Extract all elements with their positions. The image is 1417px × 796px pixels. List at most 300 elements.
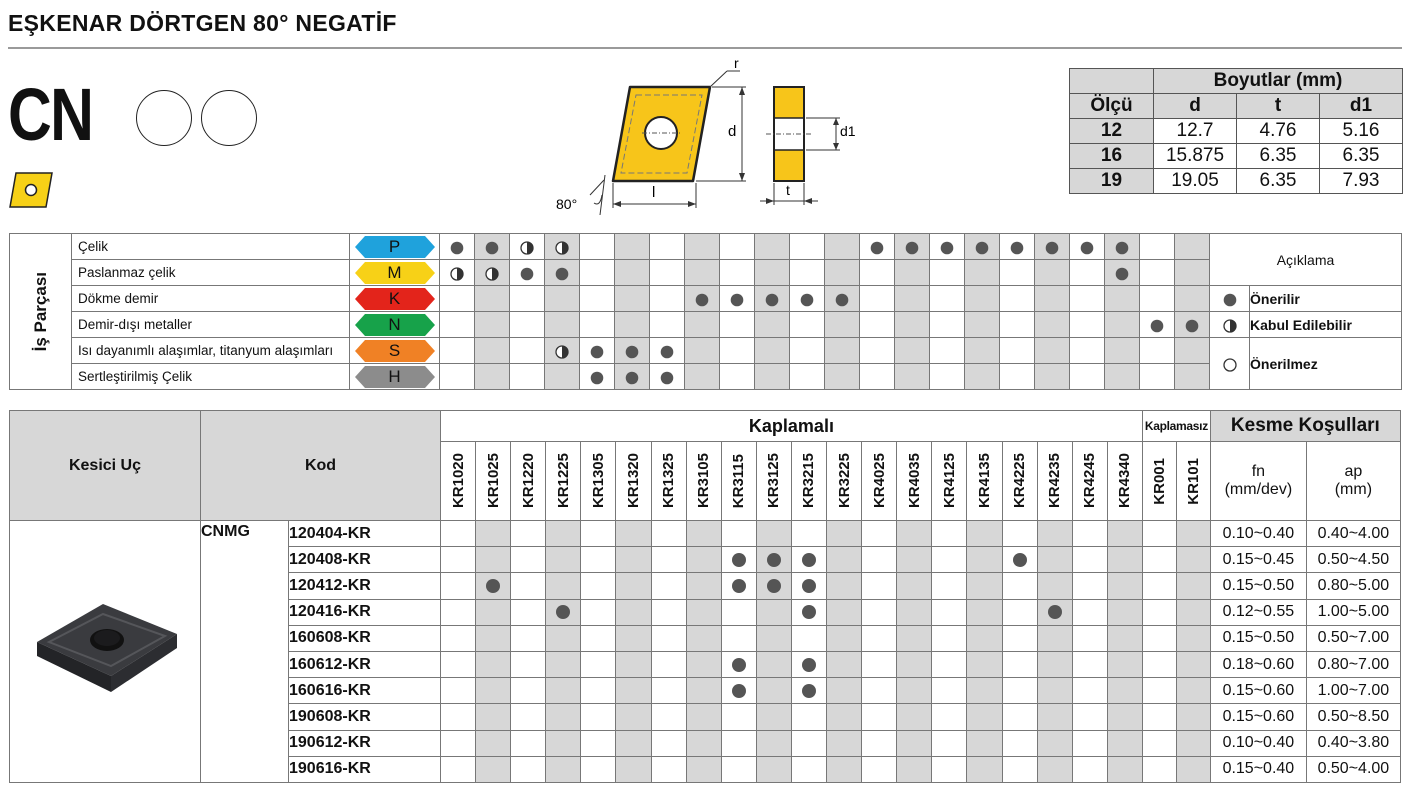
grade-name: KR4025 — [870, 453, 888, 509]
grade-cell — [897, 599, 932, 625]
grade-cell — [1142, 547, 1176, 573]
grade-cell — [1072, 625, 1107, 651]
recommended-dot-icon — [545, 260, 580, 286]
matrix-cell — [1105, 338, 1140, 364]
grade-cell — [1107, 704, 1142, 730]
page-title: EŞKENAR DÖRTGEN 80° NEGATİF — [8, 10, 397, 36]
matrix-cell — [1070, 338, 1105, 364]
grade-cell — [897, 704, 932, 730]
material-row — [10, 260, 1402, 286]
recommended-dot-icon — [790, 286, 825, 312]
grade-cell — [1072, 521, 1107, 547]
iso-group-tag — [355, 288, 435, 310]
grade-cell — [686, 678, 721, 704]
available-dot-icon — [721, 678, 756, 704]
available-dot-icon — [756, 573, 791, 599]
rhombic-insert-icon — [8, 170, 54, 210]
iso-tag-cell — [350, 312, 440, 338]
legend-title: Açıklama — [1210, 234, 1402, 286]
matrix-cell — [1070, 286, 1105, 312]
matrix-cell — [895, 312, 930, 338]
matrix-cell — [685, 338, 720, 364]
matrix-cell — [790, 234, 825, 260]
grade-cell — [1176, 651, 1210, 677]
ap-unit: (mm) — [1334, 481, 1373, 498]
matrix-cell — [650, 312, 685, 338]
grade-cell — [756, 678, 791, 704]
grade-header — [546, 442, 581, 521]
grade-cell — [827, 756, 862, 782]
grade-cell — [791, 704, 826, 730]
clearance-circle-icon — [201, 90, 257, 146]
grade-header — [862, 442, 897, 521]
grade-cell — [651, 651, 686, 677]
grade-cell — [1176, 573, 1210, 599]
grade-cell — [651, 678, 686, 704]
conditions-header: Kesme Koşulları — [1210, 411, 1400, 442]
grade-cell — [476, 547, 511, 573]
ap-header — [1306, 442, 1400, 521]
matrix-cell — [440, 312, 475, 338]
grade-cell — [721, 730, 756, 756]
grade-cell — [651, 704, 686, 730]
grade-cell — [827, 521, 862, 547]
fn-value: 0.15~0.40 — [1210, 756, 1306, 782]
grade-cell — [616, 678, 651, 704]
coated-header: Kaplamalı — [441, 411, 1143, 442]
recommended-dot-icon — [825, 286, 860, 312]
uncoated-header: Kaplamasız — [1142, 411, 1210, 442]
grade-cell — [581, 651, 616, 677]
grade-header — [791, 442, 826, 521]
grade-cell — [1176, 521, 1210, 547]
fn-unit: (mm/dev) — [1224, 481, 1293, 498]
col-size: Ölçü — [1070, 94, 1154, 119]
grade-cell — [1002, 599, 1037, 625]
matrix-cell — [720, 364, 755, 390]
ap-value: 0.40~3.80 — [1306, 730, 1400, 756]
grade-cell — [721, 704, 756, 730]
matrix-cell — [825, 234, 860, 260]
matrix-cell — [685, 260, 720, 286]
recommended-dot-icon — [650, 364, 685, 390]
grade-cell — [476, 599, 511, 625]
available-dot-icon — [1037, 599, 1072, 625]
grade-cell — [686, 756, 721, 782]
grade-cell — [756, 756, 791, 782]
grade-cell — [686, 704, 721, 730]
matrix-cell — [650, 286, 685, 312]
grade-cell — [967, 730, 1002, 756]
grade-name: KR4035 — [905, 453, 923, 509]
grade-cell — [862, 625, 897, 651]
grade-cell — [441, 547, 476, 573]
recommended-dot-icon — [615, 364, 650, 390]
available-dot-icon — [791, 547, 826, 573]
grade-cell — [651, 756, 686, 782]
grade-cell — [1072, 651, 1107, 677]
grade-cell — [1142, 573, 1176, 599]
available-dot-icon — [1002, 547, 1037, 573]
matrix-cell — [650, 234, 685, 260]
matrix-cell — [1105, 364, 1140, 390]
grade-cell — [967, 599, 1002, 625]
grade-cell — [1176, 599, 1210, 625]
recommended-dot-icon — [1070, 234, 1105, 260]
grade-cell — [1037, 651, 1072, 677]
fn-header — [1210, 442, 1306, 521]
available-dot-icon — [721, 547, 756, 573]
grade-cell — [546, 678, 581, 704]
dim-angle-label: 80° — [556, 196, 578, 212]
grade-cell — [441, 678, 476, 704]
available-dot-icon — [791, 573, 826, 599]
grade-cell — [476, 678, 511, 704]
fn-value: 0.15~0.50 — [1210, 573, 1306, 599]
iso-letter: K — [388, 288, 401, 308]
insert-code: 190616-KR — [289, 756, 441, 782]
legend-label: Önerilir — [1250, 286, 1402, 312]
grade-name: KR3215 — [800, 453, 818, 509]
grade-cell — [791, 521, 826, 547]
table-row — [1070, 144, 1403, 169]
grade-cell — [651, 547, 686, 573]
grade-cell — [1072, 730, 1107, 756]
grade-cell — [897, 730, 932, 756]
matrix-cell — [930, 286, 965, 312]
grade-cell — [1142, 704, 1176, 730]
grade-cell — [441, 573, 476, 599]
matrix-cell — [1035, 364, 1070, 390]
matrix-cell — [755, 260, 790, 286]
fn-value: 0.10~0.40 — [1210, 730, 1306, 756]
grade-cell — [1002, 625, 1037, 651]
matrix-cell — [545, 312, 580, 338]
grade-cell — [686, 730, 721, 756]
recommended-dot-icon — [965, 234, 1000, 260]
grade-cell — [616, 625, 651, 651]
iso-letter: N — [388, 314, 401, 334]
grade-cell — [686, 547, 721, 573]
grade-cell — [1107, 730, 1142, 756]
grade-name: KR1325 — [660, 453, 678, 509]
grade-header — [932, 442, 967, 521]
matrix-cell — [895, 260, 930, 286]
grade-cell — [651, 625, 686, 651]
insert-code: 160608-KR — [289, 625, 441, 651]
grade-name: KR4245 — [1081, 453, 1099, 509]
grade-cell — [686, 521, 721, 547]
grade-cell — [897, 678, 932, 704]
matrix-cell — [1035, 338, 1070, 364]
matrix-cell — [860, 312, 895, 338]
recommended-dot-icon — [1105, 234, 1140, 260]
fn-label: fn — [1251, 463, 1266, 480]
grade-cell — [862, 651, 897, 677]
matrix-cell — [1175, 286, 1210, 312]
grade-name: KR4125 — [940, 453, 958, 509]
available-dot-icon — [791, 599, 826, 625]
matrix-cell — [965, 260, 1000, 286]
matrix-cell — [930, 338, 965, 364]
d-cell: 19.05 — [1154, 169, 1237, 194]
iso-letter: M — [387, 262, 402, 282]
grade-cell — [721, 756, 756, 782]
grade-cell — [791, 625, 826, 651]
grade-cell — [862, 678, 897, 704]
grade-cell — [616, 599, 651, 625]
grade-cell — [1142, 678, 1176, 704]
grade-cell — [1037, 730, 1072, 756]
matrix-cell — [860, 260, 895, 286]
grade-cell — [511, 678, 546, 704]
grade-header — [1107, 442, 1142, 521]
t-cell: 6.35 — [1237, 144, 1320, 169]
grade-cell — [756, 651, 791, 677]
grade-cell — [1037, 521, 1072, 547]
workpiece-label-cell — [10, 234, 72, 390]
available-dot-icon — [721, 651, 756, 677]
grade-cell — [1142, 756, 1176, 782]
recommended-dot-icon — [1175, 312, 1210, 338]
grade-header — [686, 442, 721, 521]
grade-cell — [546, 704, 581, 730]
matrix-cell — [580, 312, 615, 338]
grade-cell — [932, 730, 967, 756]
fn-value: 0.15~0.45 — [1210, 547, 1306, 573]
grade-cell — [511, 547, 546, 573]
grade-cell — [862, 547, 897, 573]
table-row — [1070, 169, 1403, 194]
material-name: Dökme demir — [72, 286, 350, 312]
matrix-cell — [1035, 260, 1070, 286]
grade-cell — [967, 521, 1002, 547]
matrix-cell — [475, 286, 510, 312]
grade-cell — [581, 756, 616, 782]
material-row — [10, 364, 1402, 390]
grade-cell — [897, 547, 932, 573]
fn-value: 0.18~0.60 — [1210, 651, 1306, 677]
grade-cell — [1107, 756, 1142, 782]
grade-cell — [581, 730, 616, 756]
iso-tag-cell — [350, 364, 440, 390]
recommended-dot-icon — [650, 338, 685, 364]
grade-cell — [897, 756, 932, 782]
grade-name: KR4225 — [1011, 453, 1029, 509]
grade-cell — [967, 625, 1002, 651]
grade-header — [967, 442, 1002, 521]
grade-cell — [791, 730, 826, 756]
matrix-cell — [1070, 364, 1105, 390]
grade-cell — [441, 599, 476, 625]
grade-cell — [1072, 756, 1107, 782]
grade-cell — [546, 730, 581, 756]
grade-cell — [721, 599, 756, 625]
acceptable-half-icon — [475, 260, 510, 286]
matrix-cell — [1000, 260, 1035, 286]
grade-name: KR001 — [1150, 457, 1168, 505]
grade-cell — [967, 704, 1002, 730]
matrix-cell — [1175, 364, 1210, 390]
grade-cell — [651, 730, 686, 756]
grade-cell — [756, 704, 791, 730]
grade-cell — [616, 521, 651, 547]
grade-cell — [476, 521, 511, 547]
recommended-dot-icon — [860, 234, 895, 260]
matrix-cell — [825, 260, 860, 286]
grade-cell — [1002, 678, 1037, 704]
grade-cell — [827, 573, 862, 599]
grade-cell — [1037, 573, 1072, 599]
recommended-dot-icon — [440, 234, 475, 260]
grade-name: KR1025 — [484, 453, 502, 509]
matrix-cell — [1070, 260, 1105, 286]
grade-name: KR3115 — [730, 453, 748, 509]
shape-code: CN — [8, 73, 93, 156]
insert-code: 160616-KR — [289, 678, 441, 704]
matrix-cell — [615, 234, 650, 260]
grade-header — [1037, 442, 1072, 521]
grade-cell — [546, 651, 581, 677]
matrix-cell — [755, 364, 790, 390]
grade-name: KR3125 — [765, 453, 783, 509]
dimensions-table — [1069, 68, 1403, 194]
matrix-cell — [440, 286, 475, 312]
iso-letter: S — [388, 340, 401, 360]
grade-header — [1142, 442, 1176, 521]
grade-cell — [1002, 521, 1037, 547]
matrix-cell — [685, 364, 720, 390]
grade-cell — [1176, 730, 1210, 756]
grade-name: KR1020 — [449, 453, 467, 509]
grade-cell — [827, 651, 862, 677]
d-cell: 15.875 — [1154, 144, 1237, 169]
iso-group-tag — [355, 236, 435, 258]
ap-value: 0.80~7.00 — [1306, 651, 1400, 677]
grade-cell — [581, 573, 616, 599]
grade-cell — [441, 651, 476, 677]
insert-dimension-diagram — [550, 55, 870, 220]
available-dot-icon — [756, 547, 791, 573]
grade-cell — [721, 521, 756, 547]
col-d1: d1 — [1320, 94, 1403, 119]
grade-header — [581, 442, 616, 521]
grade-cell — [1107, 678, 1142, 704]
grade-cell — [1176, 547, 1210, 573]
col-t: t — [1237, 94, 1320, 119]
insert-code: 190608-KR — [289, 704, 441, 730]
matrix-cell — [825, 338, 860, 364]
grade-cell — [686, 573, 721, 599]
matrix-cell — [1140, 364, 1175, 390]
matrix-cell — [720, 338, 755, 364]
matrix-cell — [510, 364, 545, 390]
grade-cell — [476, 730, 511, 756]
grade-cell — [581, 704, 616, 730]
grade-cell — [1142, 730, 1176, 756]
matrix-cell — [930, 312, 965, 338]
dim-t-label: t — [786, 182, 790, 198]
grade-cell — [932, 756, 967, 782]
grade-name: KR101 — [1184, 457, 1202, 505]
grade-cell — [441, 756, 476, 782]
code-column-header: Kod — [201, 411, 441, 521]
recommended-dot-icon — [1035, 234, 1070, 260]
matrix-cell — [965, 312, 1000, 338]
matrix-cell — [895, 364, 930, 390]
legend-label: Önerilmez — [1250, 338, 1402, 390]
grade-cell — [441, 521, 476, 547]
grade-header — [441, 442, 476, 521]
grade-cell — [686, 625, 721, 651]
ap-value: 0.80~5.00 — [1306, 573, 1400, 599]
grade-cell — [441, 625, 476, 651]
grade-cell — [1072, 547, 1107, 573]
grade-cell — [1107, 651, 1142, 677]
grade-cell — [827, 704, 862, 730]
table-row — [10, 521, 1401, 547]
recommended-dot-icon — [510, 260, 545, 286]
grade-cell — [546, 573, 581, 599]
grade-cell — [967, 756, 1002, 782]
insert-code: 160612-KR — [289, 651, 441, 677]
material-name: Isı dayanımlı alaşımlar, titanyum alaşımları — [72, 338, 350, 364]
iso-group-tag — [355, 262, 435, 284]
matrix-cell — [965, 338, 1000, 364]
matrix-cell — [860, 338, 895, 364]
grade-cell — [1002, 730, 1037, 756]
matrix-cell — [720, 312, 755, 338]
grade-cell — [581, 599, 616, 625]
grade-cell — [546, 756, 581, 782]
material-name: Demir-dışı metaller — [72, 312, 350, 338]
t-cell: 6.35 — [1237, 169, 1320, 194]
grade-header — [511, 442, 546, 521]
matrix-cell — [860, 364, 895, 390]
dim-d-label: d — [728, 123, 737, 140]
grade-cell — [897, 521, 932, 547]
grade-cell — [511, 756, 546, 782]
matrix-cell — [650, 260, 685, 286]
matrix-cell — [1035, 286, 1070, 312]
matrix-cell — [895, 286, 930, 312]
matrix-cell — [1035, 312, 1070, 338]
material-row — [10, 338, 1402, 364]
matrix-cell — [475, 338, 510, 364]
ap-value: 0.50~7.00 — [1306, 625, 1400, 651]
matrix-cell — [1000, 338, 1035, 364]
grade-cell — [1002, 704, 1037, 730]
ap-value: 1.00~5.00 — [1306, 599, 1400, 625]
matrix-cell — [720, 260, 755, 286]
header-row — [10, 411, 1401, 442]
matrix-cell — [440, 364, 475, 390]
grade-name: KR1225 — [554, 453, 572, 509]
size-cell: 12 — [1070, 119, 1154, 144]
grade-cell — [581, 521, 616, 547]
grade-cell — [1142, 521, 1176, 547]
grade-cell — [932, 521, 967, 547]
grade-header — [476, 442, 511, 521]
ap-value: 1.00~7.00 — [1306, 678, 1400, 704]
matrix-cell — [510, 338, 545, 364]
matrix-cell — [510, 312, 545, 338]
matrix-cell — [475, 364, 510, 390]
grade-cell — [686, 599, 721, 625]
iso-group-tag — [355, 340, 435, 362]
grade-cell — [581, 547, 616, 573]
matrix-cell — [545, 286, 580, 312]
